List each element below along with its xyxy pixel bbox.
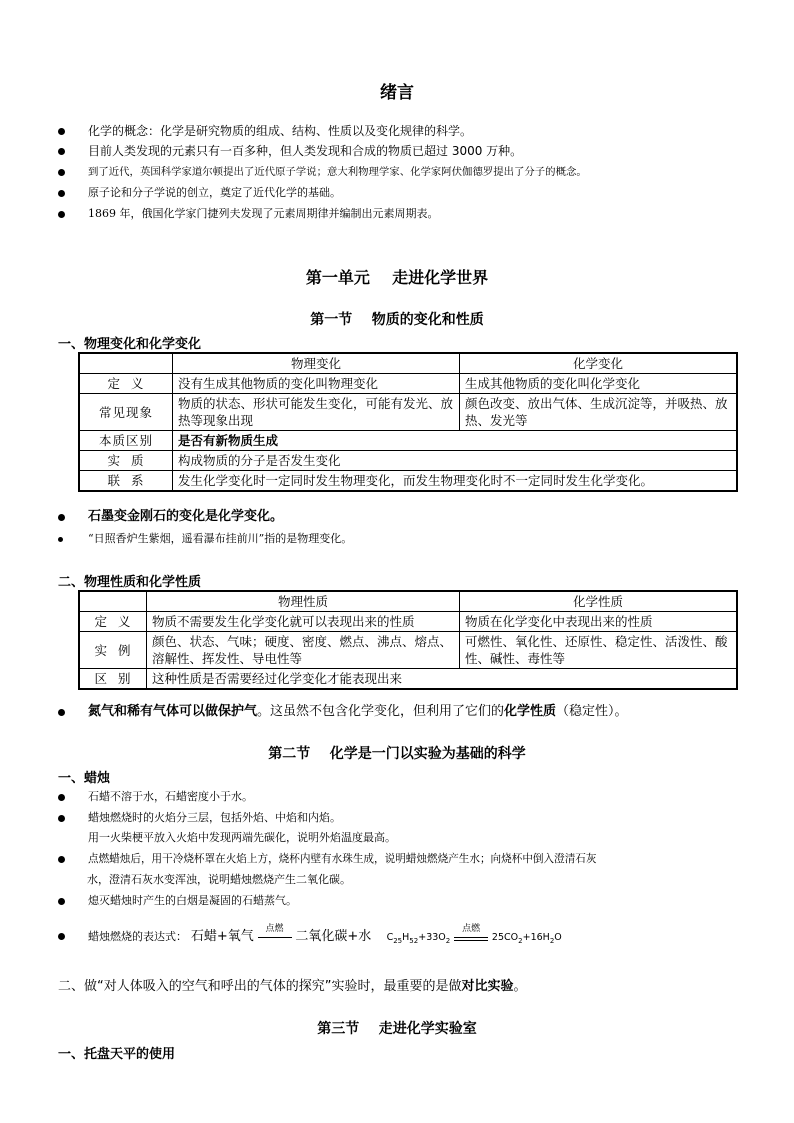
table-cell: 没有生成其他物质的变化叫物理变化 bbox=[173, 374, 460, 394]
bullet-dot bbox=[58, 148, 65, 155]
table-row bbox=[79, 451, 737, 471]
intro-bullet-text: 1869 年，俄国化学家门捷列夫发现了元素周期律并编制出元素周期表。 bbox=[88, 207, 439, 220]
plain-text: 二、做“对人体吸入的空气和呼出的气体的探究”实验时，最重要的是做 bbox=[58, 979, 462, 994]
plain-text: 。 bbox=[513, 979, 527, 994]
bullet-dot bbox=[58, 709, 65, 716]
table-header: 化学性质 bbox=[460, 591, 738, 612]
bullet-dot bbox=[58, 128, 65, 135]
bullet-text: 熄灭蜡烛时产生的白烟是凝固的石蜡蒸气。 bbox=[88, 894, 297, 907]
section2-part2 bbox=[58, 975, 527, 994]
table-row bbox=[79, 431, 737, 451]
bullet-dot bbox=[58, 514, 65, 521]
candle-equation bbox=[58, 925, 748, 949]
bold-text: 氮气和稀有气体可以做保护气 bbox=[88, 704, 258, 719]
reaction-condition: 点燃 bbox=[462, 923, 481, 934]
table-header: 物理性质 bbox=[147, 591, 460, 612]
section2-part1-title: 一、蜡烛 bbox=[58, 771, 111, 786]
bullet-text: “日照香炉生紫烟，遥看瀑布挂前川”指的是物理变化。 bbox=[88, 532, 353, 545]
intro-bullet-text: 化学的概念：化学是研究物质的组成、结构、性质以及变化规律的科学。 bbox=[88, 124, 473, 138]
bullet-dot bbox=[58, 537, 63, 542]
table-cell: 生成其他物质的变化叫化学变化 bbox=[460, 374, 738, 394]
table-row bbox=[79, 471, 737, 492]
unit-title: 第一单元 走进化学世界 bbox=[305, 268, 489, 287]
table-row bbox=[79, 591, 737, 612]
table-cell: 颜色改变、放出气体、生成沉淀等，并吸热、放热、发光等 bbox=[460, 394, 738, 431]
table-cell: 物质在化学变化中表现出来的性质 bbox=[460, 612, 738, 632]
chemical-equation-right: $25CO_2+16H_2O$ bbox=[491, 932, 562, 945]
bullet-dot bbox=[58, 815, 65, 822]
intro-bullet-text: 原子论和分子学说的创立，奠定了近代化学的基础。 bbox=[88, 186, 341, 199]
row-label: 联 系 bbox=[79, 471, 173, 492]
table-cell: 物质不需要发生化学变化就可以表现出来的性质 bbox=[147, 612, 460, 632]
table-row bbox=[79, 632, 737, 669]
table-row bbox=[79, 612, 737, 632]
bold-text: 化学性质 bbox=[504, 704, 557, 719]
intro-bullet-text: 目前人类发现的元素只有一百多种，但人类发现和合成的物质已超过 3000 万种。 bbox=[88, 144, 523, 158]
bold-text: 对比实验 bbox=[461, 979, 514, 994]
table-cell bbox=[79, 353, 173, 374]
table-cell: 颜色、状态、气味；硬度、密度、燃点、沸点、熔点、溶解性、挥发性、导电性等 bbox=[147, 632, 460, 669]
bullet-dot bbox=[58, 190, 65, 197]
table-cell bbox=[79, 591, 147, 612]
table-header: 化学变化 bbox=[460, 353, 738, 374]
reaction-condition: 点燃 bbox=[265, 923, 284, 934]
row-label: 定 义 bbox=[79, 612, 147, 632]
bullet-text: 点燃蜡烛后，用干冷烧杯罩在火焰上方，烧杯内壁有水珠生成，说明蜡烛燃烧产生水；向烧杯中倒入澄清石灰 bbox=[88, 853, 597, 865]
intro-title: 绪言 bbox=[380, 83, 414, 103]
section1-part1-title: 一、物理变化和化学变化 bbox=[58, 337, 202, 352]
bullet-text: 石蜡不溶于水，石蜡密度小于水。 bbox=[88, 790, 253, 803]
table-cell: 可燃性、氧化性、还原性、稳定性、活泼性、酸性、碱性、毒性等 bbox=[460, 632, 738, 669]
equals-sign bbox=[454, 923, 488, 944]
plain-text: 。这虽然不包含化学变化，但利用了它们的 bbox=[257, 704, 505, 719]
bullet-text: 用一火柴梗平放入火焰中发现两端先碳化，说明外焰温度最高。 bbox=[88, 831, 396, 844]
table-cell: 构成物质的分子是否发生变化 bbox=[173, 451, 738, 471]
table-physical-chemical-change bbox=[78, 352, 738, 492]
table-cell: 这种性质是否需要经过化学变化才能表现出来 bbox=[147, 669, 738, 690]
row-label: 常见现象 bbox=[79, 394, 173, 431]
word-equation-right: 二氧化碳+水 bbox=[295, 929, 372, 944]
bullet-dot bbox=[58, 169, 65, 176]
chemical-equation-left: $C_{25}H_{52}+33O_2$ bbox=[386, 932, 451, 945]
bullet-dot bbox=[58, 794, 65, 801]
bullet-dot bbox=[58, 211, 65, 218]
word-equation-left: 石蜡+氧气 bbox=[190, 929, 254, 944]
table-row bbox=[79, 394, 737, 431]
bullet-dot bbox=[58, 933, 65, 940]
expr-label: 蜡烛燃烧的表达式： bbox=[88, 930, 187, 943]
table-cell: 物质的状态、形状可能发生变化，可能有发光、放热等现象出现 bbox=[173, 394, 460, 431]
reaction-arrow bbox=[258, 923, 292, 944]
bullet-text: 蜡烛燃烧时的火焰分三层，包括外焰、中焰和内焰。 bbox=[88, 811, 341, 824]
table-cell: 是否有新物质生成 bbox=[173, 431, 738, 451]
row-label: 实 例 bbox=[79, 632, 147, 669]
table-physical-chemical-property bbox=[78, 590, 738, 690]
row-label: 实 质 bbox=[79, 451, 173, 471]
section3-part1-title: 一、托盘天平的使用 bbox=[58, 1047, 176, 1062]
table-cell: 发生化学变化时一定同时发生物理变化，而发生物理变化时不一定同时发生化学变化。 bbox=[173, 471, 738, 492]
bullet-text: 水，澄清石灰水变浑浊，说明蜡烛燃烧产生二氧化碳。 bbox=[87, 873, 351, 886]
plain-text: （稳定性）。 bbox=[556, 704, 628, 719]
section1-part2-title: 二、物理性质和化学性质 bbox=[58, 575, 202, 590]
table-row bbox=[79, 353, 737, 374]
row-label: 区 别 bbox=[79, 669, 147, 690]
row-label: 定 义 bbox=[79, 374, 173, 394]
section2-title: 第二节 化学是一门以实验为基础的科学 bbox=[268, 746, 526, 762]
row-label: 本质区别 bbox=[79, 431, 173, 451]
section1-title: 第一节 物质的变化和性质 bbox=[310, 312, 484, 328]
table-row bbox=[79, 374, 737, 394]
bullet-text: 石墨变金刚石的变化是化学变化。 bbox=[88, 509, 284, 524]
table-row bbox=[79, 669, 737, 690]
table-header: 物理变化 bbox=[173, 353, 460, 374]
section3-title: 第三节 走进化学实验室 bbox=[317, 1021, 477, 1037]
bullet-dot bbox=[58, 898, 65, 905]
bullet-dot bbox=[58, 856, 65, 863]
intro-bullet-text: 到了近代，英国科学家道尔顿提出了近代原子学说；意大利物理学家、化学家阿伏伽德罗提出了分子的概念。 bbox=[88, 166, 587, 178]
